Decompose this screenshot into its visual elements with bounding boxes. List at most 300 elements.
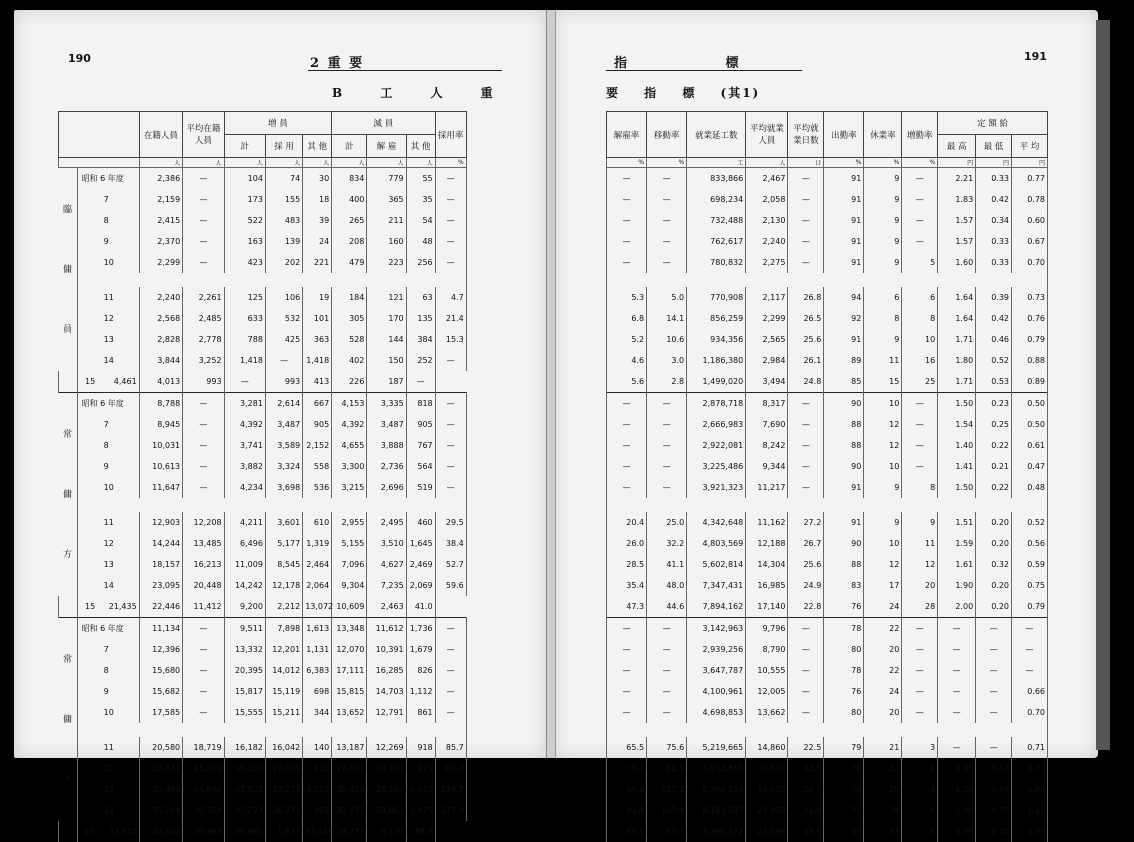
units-row [607, 158, 1048, 168]
value-cell: 11,217 [746, 477, 788, 498]
value-cell: 25 [864, 779, 902, 800]
value-cell: — [647, 702, 687, 723]
value-cell: 2,069 [406, 575, 435, 596]
value-cell: 305 [332, 308, 367, 329]
value-cell: 12 [864, 435, 902, 456]
value-cell: 9 [902, 512, 938, 533]
value-cell: — [183, 618, 224, 640]
year-cell: 8 [77, 660, 139, 681]
value-cell: 0.48 [1012, 477, 1048, 498]
category-label: 臨 傭 員 [59, 168, 78, 372]
value-cell: 1,679 [406, 639, 435, 660]
value-cell: 4,698,853 [687, 702, 746, 723]
spacer-cell [607, 723, 1048, 737]
value-cell: — [183, 414, 224, 435]
value-cell: 11,162 [746, 512, 788, 533]
value-cell: 89 [824, 350, 864, 371]
value-cell: 18,719 [183, 737, 224, 758]
page-number-left: 190 [68, 52, 91, 65]
value-cell: — [976, 702, 1012, 723]
value-cell: 160 [367, 231, 406, 252]
value-cell: 2.09 [938, 821, 976, 842]
value-cell: 5,602,814 [687, 554, 746, 575]
table-row [607, 168, 1048, 190]
value-cell: 0.77 [1012, 168, 1048, 190]
value-cell: 519 [406, 477, 435, 498]
value-cell: 8 [902, 308, 938, 329]
value-cell: 0.76 [976, 800, 1012, 821]
spacer-cell [607, 498, 1048, 512]
value-cell: 98.8 [607, 779, 647, 800]
value-cell: 29,085 [224, 821, 265, 842]
value-cell: 15.3 [435, 329, 466, 350]
value-cell: 12,269 [367, 737, 406, 758]
header-workdays: 就業延工数 [687, 112, 746, 158]
value-cell: 2,299 [746, 308, 788, 329]
value-cell: 15,817 [224, 681, 265, 702]
value-cell: 80 [824, 702, 864, 723]
header-hired: 採 用 [265, 135, 302, 158]
value-cell: 6.8 [607, 308, 647, 329]
header-hire-rate: 採用率 [435, 112, 466, 158]
value-cell: 38.4 [435, 533, 466, 554]
value-cell: 22.8 [788, 596, 824, 618]
value-cell: 29 [864, 800, 902, 821]
table-row [59, 168, 504, 190]
value-cell: 23,095 [139, 575, 182, 596]
value-cell: 17,038 [332, 758, 367, 779]
header-inc-other: 其 他 [303, 135, 332, 158]
value-cell: — [607, 210, 647, 231]
value-cell: 2,778 [183, 329, 224, 350]
value-cell: 0.78 [1012, 189, 1048, 210]
year-cell: 15 [59, 821, 78, 842]
value-cell: 0.22 [976, 477, 1012, 498]
value-cell: — [607, 639, 647, 660]
table-row [59, 371, 504, 393]
value-cell: 667 [303, 393, 332, 415]
value-cell: 0.89 [1012, 371, 1048, 393]
value-cell: — [902, 435, 938, 456]
value-cell: 0.23 [976, 393, 1012, 415]
value-cell: 85 [824, 371, 864, 393]
value-cell: 30,762 [183, 821, 224, 842]
value-cell: — [1012, 618, 1048, 640]
value-cell: 14,304 [746, 554, 788, 575]
value-cell: 780,832 [687, 252, 746, 273]
value-cell: 78 [824, 618, 864, 640]
value-cell: 3,281 [224, 393, 265, 415]
value-cell: 22 [864, 758, 902, 779]
value-cell: 423 [224, 252, 265, 273]
value-cell: 363 [303, 329, 332, 350]
unit-cell: 円 [976, 158, 1012, 168]
value-cell: 0.46 [976, 329, 1012, 350]
value-cell: 2,275 [746, 252, 788, 273]
table-row [59, 252, 504, 273]
value-cell: 54 [406, 210, 435, 231]
value-cell: 10,555 [746, 660, 788, 681]
unit-cell: 人 [265, 158, 302, 168]
unit-cell: 人 [367, 158, 406, 168]
value-cell: 0.33 [976, 231, 1012, 252]
value-cell: 135 [406, 308, 435, 329]
value-cell: 41.0 [406, 596, 435, 618]
value-cell: 4,552 [303, 779, 332, 800]
value-cell: 12 [864, 414, 902, 435]
spacer-cell [77, 498, 466, 512]
value-cell: 1.51 [938, 512, 976, 533]
value-cell: 12,188 [746, 533, 788, 554]
header-avg-workers: 平均就業人員 [746, 112, 788, 158]
value-cell: 2,736 [367, 456, 406, 477]
value-cell: — [788, 393, 824, 415]
year-cell: 8 [77, 435, 139, 456]
value-cell: 19 [303, 287, 332, 308]
value-cell: 7,898 [265, 618, 302, 640]
table-row [59, 702, 504, 723]
value-cell: 0.67 [1012, 231, 1048, 252]
value-cell: 11 [864, 350, 902, 371]
value-cell: 2,565 [746, 329, 788, 350]
value-cell: 12,070 [332, 639, 367, 660]
year-cell: 10 [77, 477, 139, 498]
value-cell: 8,185,085 [687, 800, 746, 821]
value-cell: — [183, 477, 224, 498]
value-cell: 91 [824, 477, 864, 498]
value-cell: 6,496 [224, 533, 265, 554]
value-cell: 818 [406, 393, 435, 415]
value-cell: 6 [902, 800, 938, 821]
value-cell: 0.60 [1012, 210, 1048, 231]
value-cell: 929 [406, 758, 435, 779]
value-cell: 265 [332, 210, 367, 231]
value-cell: 9 [864, 231, 902, 252]
value-cell: 2,614 [265, 393, 302, 415]
value-cell: 19,131 [224, 758, 265, 779]
value-cell: — [406, 371, 435, 393]
value-cell: 28 [902, 596, 938, 618]
value-cell: 75.6 [647, 737, 687, 758]
value-cell: 1.64 [938, 287, 976, 308]
value-cell: 47.3 [607, 596, 647, 618]
value-cell: 10 [864, 393, 902, 415]
value-cell: 5.0 [647, 287, 687, 308]
value-cell: 35 [406, 189, 435, 210]
value-cell: 3,698 [265, 477, 302, 498]
value-cell: 2,299 [139, 252, 182, 273]
value-cell: 76 [824, 681, 864, 702]
value-cell: 14,242 [224, 575, 265, 596]
section-title-left [310, 52, 500, 71]
value-cell: 2,878,718 [687, 393, 746, 415]
year-cell: 昭和 6 年度 [77, 618, 139, 640]
table-row [607, 758, 1048, 779]
value-cell: — [902, 231, 938, 252]
value-cell: 2,467 [746, 168, 788, 190]
value-cell: 27.2 [788, 512, 824, 533]
value-cell: 1,131 [303, 639, 332, 660]
value-cell: 33,416 [303, 821, 332, 842]
value-cell: 101 [303, 308, 332, 329]
value-cell: 9,200 [224, 596, 265, 618]
header-move-rate: 移動率 [647, 112, 687, 158]
value-cell: — [607, 477, 647, 498]
value-cell: 6,380,130 [687, 779, 746, 800]
spacer-row [59, 498, 504, 512]
value-cell: 15,119 [265, 681, 302, 702]
spacer-cell [77, 273, 466, 287]
value-cell: 14,012 [265, 660, 302, 681]
value-cell: 163 [224, 231, 265, 252]
table-row [607, 231, 1048, 252]
value-cell: 4,342,648 [687, 512, 746, 533]
table-row [607, 554, 1048, 575]
value-cell: 1.54 [938, 414, 976, 435]
value-cell: — [183, 210, 224, 231]
value-cell: 5,623 [406, 779, 435, 800]
table-row [607, 435, 1048, 456]
value-cell: 32.2 [647, 533, 687, 554]
value-cell: 7,894,162 [687, 596, 746, 618]
value-cell: 0.70 [1012, 702, 1048, 723]
category-label: 常 傭 方 [59, 393, 78, 597]
value-cell: 208 [332, 231, 367, 252]
value-cell: 1,736 [406, 618, 435, 640]
value-cell: 2,568 [139, 308, 182, 329]
value-cell: 256 [406, 252, 435, 273]
year-cell: 15 [59, 371, 78, 393]
value-cell: 0.61 [1012, 435, 1048, 456]
value-cell: 17,140 [746, 596, 788, 618]
value-cell: 0.56 [1012, 533, 1048, 554]
value-cell: — [265, 350, 302, 371]
value-cell: 0.42 [976, 189, 1012, 210]
value-cell: — [902, 414, 938, 435]
table-row [607, 371, 1048, 393]
right-data-table [606, 111, 1048, 842]
value-cell: 8 [864, 308, 902, 329]
value-cell: 52.7 [435, 554, 466, 575]
unit-cell: 円 [1012, 158, 1048, 168]
value-cell: 0.20 [976, 575, 1012, 596]
value-cell: — [183, 702, 224, 723]
value-cell: 20,580 [139, 737, 182, 758]
value-cell: 4,211 [224, 512, 265, 533]
header-wage-min: 最 低 [976, 135, 1012, 158]
value-cell: 9 [864, 210, 902, 231]
value-cell: — [607, 252, 647, 273]
unit-cell: 人 [406, 158, 435, 168]
value-cell: — [435, 702, 466, 723]
value-cell: 18 [303, 189, 332, 210]
value-cell: 63 [406, 287, 435, 308]
unit-cell: 円 [938, 158, 976, 168]
value-cell: 10 [864, 533, 902, 554]
value-cell: 698,234 [687, 189, 746, 210]
value-cell: — [435, 414, 466, 435]
value-cell: 20 [864, 702, 902, 723]
year-cell: 9 [77, 231, 139, 252]
value-cell: 0.34 [976, 210, 1012, 231]
value-cell: 187 [367, 371, 406, 393]
value-cell: 24.8 [788, 371, 824, 393]
unit-cell: % [607, 158, 647, 168]
value-cell: 55 [406, 168, 435, 190]
value-cell: 1.41 [938, 456, 976, 477]
value-cell: 13,187 [332, 737, 367, 758]
value-cell: 13,332 [224, 639, 265, 660]
table-row [59, 779, 504, 800]
value-cell: — [647, 252, 687, 273]
value-cell: 223 [367, 252, 406, 273]
value-cell: 479 [332, 252, 367, 273]
value-cell: 633 [224, 308, 265, 329]
value-cell: — [788, 189, 824, 210]
value-cell: 4,627 [367, 554, 406, 575]
value-cell: 4,461 [77, 371, 139, 393]
value-cell: 7,235 [367, 575, 406, 596]
value-cell: 483 [265, 210, 302, 231]
value-cell: 88 [824, 554, 864, 575]
value-cell: 1.80 [938, 350, 976, 371]
table-row [59, 329, 504, 350]
value-cell: — [647, 618, 687, 640]
table-row [607, 800, 1048, 821]
value-cell: 121 [367, 287, 406, 308]
unit-cell: 人 [332, 158, 367, 168]
value-cell: 15 [864, 371, 902, 393]
value-cell: 4,139 [367, 821, 406, 842]
value-cell: 762,617 [687, 231, 746, 252]
value-cell: 12 [864, 554, 902, 575]
value-cell: — [647, 456, 687, 477]
value-cell: 48 [406, 231, 435, 252]
value-cell: 0.25 [976, 414, 1012, 435]
value-cell: 9 [864, 512, 902, 533]
table-row [607, 681, 1048, 702]
table-row [59, 737, 504, 758]
value-cell: — [902, 189, 938, 210]
table-row [607, 575, 1048, 596]
value-cell: 4,803,569 [687, 533, 746, 554]
value-cell: 28,862 [367, 800, 406, 821]
category-label: 常 傭 夫 [59, 618, 78, 822]
value-cell: 11,134 [139, 618, 182, 640]
value-cell: 13,072 [303, 596, 332, 618]
header-dismissed: 解 雇 [367, 135, 406, 158]
value-cell: 3,142,963 [687, 618, 746, 640]
value-cell: — [607, 414, 647, 435]
year-cell: 9 [77, 681, 139, 702]
value-cell: 9,511 [224, 618, 265, 640]
year-cell: 13 [77, 554, 139, 575]
table-row [59, 575, 504, 596]
units-row [59, 158, 504, 168]
value-cell: 344 [303, 702, 332, 723]
value-cell: 2,240 [139, 287, 182, 308]
value-cell: 78 [824, 660, 864, 681]
value-cell: 16,182 [224, 737, 265, 758]
value-cell: 10,609 [332, 596, 367, 618]
value-cell: 117.9 [435, 800, 466, 821]
value-cell: 834 [332, 168, 367, 190]
value-cell: 14.1 [647, 308, 687, 329]
value-cell: 67 [824, 821, 864, 842]
value-cell: 17,111 [332, 660, 367, 681]
value-cell: 25.6 [788, 329, 824, 350]
value-cell: 0.20 [976, 596, 1012, 618]
year-cell: 昭和 6 年度 [77, 168, 139, 190]
value-cell: 3,589 [265, 435, 302, 456]
value-cell: 4 [902, 758, 938, 779]
value-cell: — [607, 702, 647, 723]
value-cell: — [647, 210, 687, 231]
value-cell: 22.5 [788, 737, 824, 758]
value-cell: — [183, 393, 224, 415]
value-cell: 861 [406, 702, 435, 723]
value-cell: 10,031 [139, 435, 182, 456]
value-cell: 3,225,486 [687, 456, 746, 477]
value-cell: 25.0 [647, 512, 687, 533]
value-cell: 10.6 [647, 329, 687, 350]
value-cell: 226 [332, 371, 367, 393]
value-cell: 2,117 [746, 287, 788, 308]
header-attend-rate: 出勤率 [824, 112, 864, 158]
table-row [59, 231, 504, 252]
table-row [59, 350, 504, 371]
year-cell: 11 [77, 512, 139, 533]
value-cell: 88.7 [406, 821, 435, 842]
value-cell: 8,317 [746, 393, 788, 415]
table-row [59, 477, 504, 498]
table-row [59, 533, 504, 554]
value-cell: 11,009 [224, 554, 265, 575]
value-cell: 5,219,665 [687, 737, 746, 758]
value-cell: 32,715 [77, 821, 139, 842]
value-cell: 14,860 [746, 737, 788, 758]
value-cell: — [788, 660, 824, 681]
value-cell: 18,639 [746, 779, 788, 800]
value-cell: 2,463 [367, 596, 406, 618]
spacer-cell [77, 723, 466, 737]
value-cell: 3,647,787 [687, 660, 746, 681]
value-cell: 0.21 [976, 456, 1012, 477]
value-cell: 59.6 [435, 575, 466, 596]
table-row [59, 800, 504, 821]
value-cell: 402 [332, 350, 367, 371]
unit-cell: 人 [139, 158, 182, 168]
value-cell: — [435, 210, 466, 231]
value-cell: 29,277 [332, 821, 367, 842]
value-cell: 2,464 [303, 554, 332, 575]
value-cell: 75.7 [607, 758, 647, 779]
value-cell: 0.42 [976, 308, 1012, 329]
value-cell: 732,488 [687, 210, 746, 231]
value-cell: 117.2 [647, 779, 687, 800]
header-dismiss-rate: 解雇率 [607, 112, 647, 158]
unit-blank [59, 158, 140, 168]
value-cell: — [183, 639, 224, 660]
value-cell: 20 [864, 639, 902, 660]
table-row [607, 618, 1048, 640]
year-cell: 11 [77, 737, 139, 758]
value-cell: 1,186,380 [687, 350, 746, 371]
value-cell: 104 [224, 168, 265, 190]
value-cell: 0.79 [1012, 329, 1048, 350]
left-data-table [58, 111, 504, 842]
value-cell: 88 [824, 435, 864, 456]
